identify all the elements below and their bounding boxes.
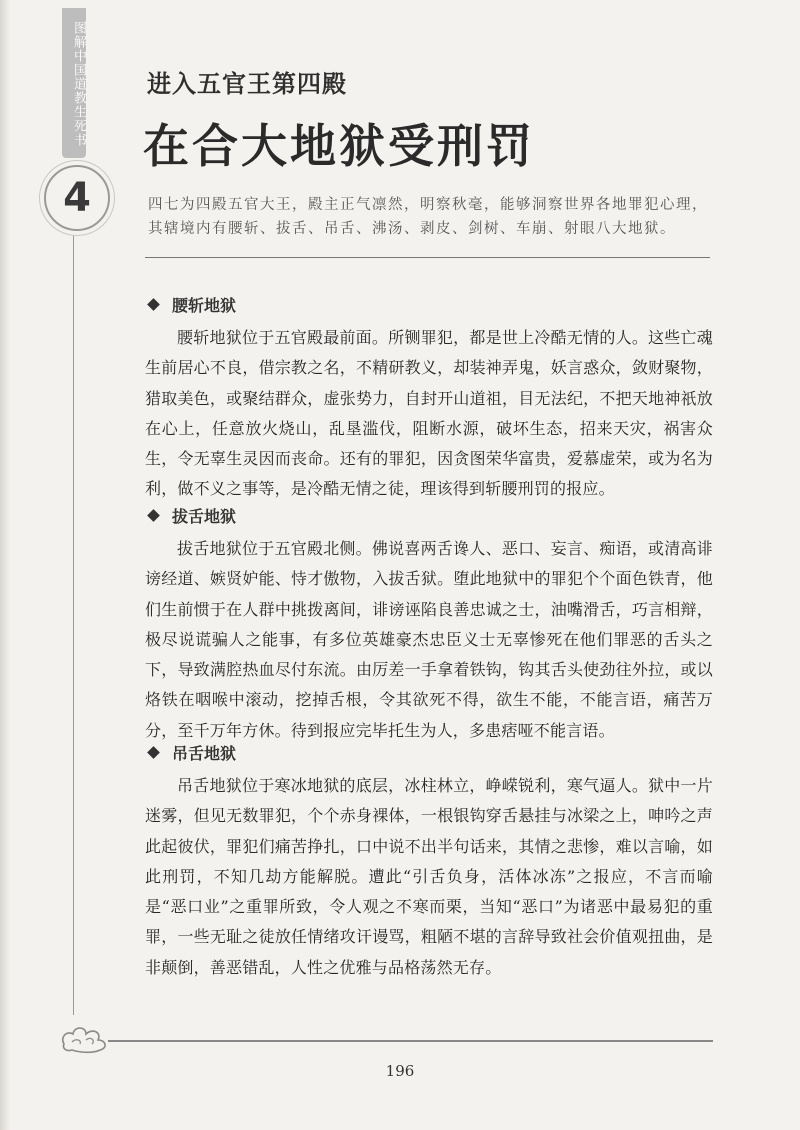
- section-heading-text: 拔舌地狱: [172, 506, 237, 526]
- series-title: 图解中国道教生死书: [71, 21, 86, 147]
- intro-paragraph: 四七为四殿五官大王，殿主正气凛然，明察秋毫，能够洞察世界各地罪犯心理，其辖境内有腰斩、拔舌、吊舌、沸汤、剥皮、剑树、车崩、射眼八大地狱。: [148, 197, 708, 237]
- section-heading-text: 腰斩地狱: [172, 295, 237, 315]
- section-body: 吊舌地狱位于寒冰地狱的底层，冰柱林立，峥嵘锐利，寒气逼人。狱中一片迷雾，但见无数罪犯，个个赤身裸体，一根银钩穿舌悬挂与冰梁之上，呻吟之声此起彼伏，罪犯们痛苦挣扎，口中说不出半句话来，其情之悲惨，难以言喻，如此刑罚，不知几劫方能解脱。遭此“引舌负身，活体冰冻”之报应，不言而喻是“恶口业”之重罪所致，令人观之不寒而栗，当知“恶口”为诸恶中最易犯的重罪，一些无耻之徒放任情绪攻讦谩骂，粗陋不堪的言辞导致社会价值观扭曲，是非颠倒，善恶错乱，人性之优雅与品格荡然无存。: [145, 776, 713, 977]
- page-title: 在合大地狱受刑罚: [143, 119, 535, 173]
- margin-rule: [73, 235, 74, 1015]
- page-edge: [0, 0, 10, 1130]
- section-heading: [145, 502, 713, 528]
- section-body: 拔舌地狱位于五官殿北侧。佛说喜两舌谗人、恶口、妄言、痴语，或清高诽谤经道、嫉贤妒能、恃才傲物，入拔舌狱。堕此地狱中的罪犯个个面色铁青，他们生前惯于在人群中挑拨离间，诽谤诬陷良善忠诚之士，油嘴滑舌，巧言相辩，极尽说谎骗人之能事，有多位英雄豪杰忠臣义士无辜惨死在他们罪恶的舌头之下，导致满腔热血尽付东流。由厉差一手拿着铁钩，钩其舌头使劲往外拉，或以烙铁在咽喉中滚动，挖掉舌根，令其欲死不得，欲生不能，不能言语，痛苦万分，至千万年方休。待到报应完毕托生为人，多患痞哑不能言语。: [145, 539, 713, 740]
- section-diaoshe: [145, 739, 713, 983]
- diamond-bullet-icon: [147, 298, 160, 311]
- chapter-number: 4: [63, 175, 91, 221]
- section-heading: [145, 291, 713, 317]
- page-subtitle: 进入五官王第四殿: [147, 70, 347, 98]
- diamond-bullet-icon: [147, 746, 160, 759]
- section-heading-text: 吊舌地狱: [172, 743, 237, 763]
- diamond-bullet-icon: [147, 509, 160, 522]
- intro-divider: [145, 257, 710, 258]
- page-number: 196: [385, 1062, 415, 1080]
- section-bashe: [145, 502, 713, 746]
- section-yaozhan: [145, 291, 713, 505]
- section-body: 腰斩地狱位于五官殿最前面。所铡罪犯，都是世上冷酷无情的人。这些亡魂生前居心不良，借宗教之名，不精研教义，却装神弄鬼，妖言惑众，敛财聚物，猎取美色，或聚结群众，虚张势力，自封开山道祖，目无法纪，不把天地神祇放在心上，任意放火烧山，乱垦滥伐，阻断水源，破坏生态，招来天灾，祸害众生，令无辜生灵因而丧命。还有的罪犯，因贪图荣华富贵，爱慕虚荣，或为名为利，做不义之事等，是冷酷无情之徒，理该得到斩腰刑罚的报应。: [145, 328, 713, 499]
- footer-rule: [108, 1040, 713, 1042]
- section-heading: [145, 739, 713, 765]
- cloud-ornament-icon: [58, 1022, 112, 1056]
